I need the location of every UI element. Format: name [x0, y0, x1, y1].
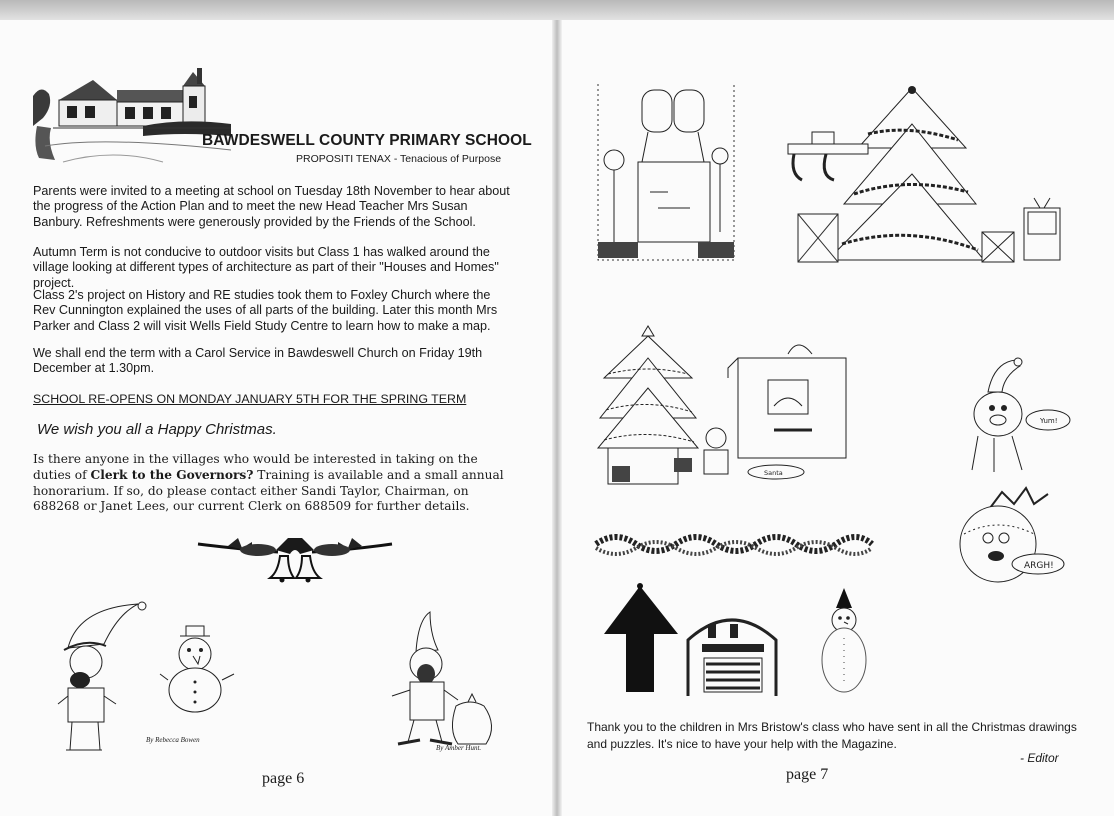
clerk-notice-details: Training is available and a small annual honorarium. If so, do please contact either Sandi Taylor, Chairman, on 688268 or Janet Lees, our current Clerk on 688509 for further details. — [33, 467, 504, 514]
editor-signoff: - Editor — [1020, 751, 1059, 765]
thanks-message: Thank you to the children in Mrs Bristow's class who have sent in all the Christmas drawings and puzzles. It's nice to have your help with the Magazine. — [587, 720, 1077, 751]
pig-speech-text: Yum! — [1040, 417, 1058, 425]
page-number-right: page 7 — [786, 766, 829, 783]
drawing-pig-with-santa-hat — [964, 352, 1078, 484]
school-reopens-notice: SCHOOL RE-OPENS ON MONDAY JANUARY 5TH FOR THE SPRING TERM — [33, 392, 467, 406]
drawing-christmas-tree-with-presents — [788, 84, 1068, 268]
signature-rebecca: By Rebecca Bowen — [146, 736, 200, 744]
page-gutter — [552, 20, 562, 816]
christmas-greeting: We wish you all a Happy Christmas. — [37, 421, 277, 438]
drawing-fireplace-stockings — [684, 610, 780, 698]
clerk-notice-title: Clerk to the Governors? — [90, 467, 254, 482]
child-drawing-santa — [58, 600, 148, 752]
page-number-left: page 6 — [262, 770, 305, 787]
school-motto: PROPOSITI TENAX - Tenacious of Purpose — [296, 153, 502, 165]
clerk-notice — [33, 452, 518, 515]
drawing-christmas-pudding — [958, 486, 1072, 588]
drawing-small-tree — [602, 582, 680, 696]
clerk-notice-intro: Is there anyone in the villages who would be interested in taking on the duties of — [33, 452, 478, 482]
child-drawing-elf-with-sack — [386, 610, 498, 750]
drawing-tree-and-fireplace — [598, 318, 860, 494]
bells-and-holly-ornament — [198, 534, 392, 582]
article-paragraph-meeting: Parents were invited to a meeting at school on Tuesday 18th November to hear about the progress of the Action Plan and to meet the new Head Teacher Mrs Susan Banbury. Refreshments were generously provided by the Friends of the School. — [33, 184, 510, 229]
article-paragraph-class2: Class 2's project on History and RE studies took them to Foxley Church where the Rev Cunnington explained the uses of all parts of the building. Later this month Mrs Parker and Class 2 will visit Wells Field Study Centre to learn how to make a map. — [33, 288, 498, 333]
drawing-house-with-trees — [598, 82, 738, 262]
scanner-top-edge — [0, 0, 1114, 20]
pudding-speech-text: ARGH! — [1024, 561, 1054, 571]
child-drawing-snowman — [160, 624, 236, 714]
article-paragraph-autumn-term: Autumn Term is not conducive to outdoor visits but Class 1 has walked around the village looking at different types of architecture as part of their "Houses and Homes" project. — [33, 245, 499, 290]
fireplace-mat-label: Santa — [764, 469, 783, 477]
signature-amber: By Amber Hunt. — [436, 744, 482, 752]
drawing-snowman-right — [818, 586, 872, 696]
school-name: BAWDESWELL COUNTY PRIMARY SCHOOL — [202, 132, 532, 149]
article-paragraph-carol-service: We shall end the term with a Carol Service in Bawdeswell Church on Friday 19th December at 1.30pm. — [33, 346, 483, 376]
drawing-tinsel-garland — [596, 526, 872, 562]
